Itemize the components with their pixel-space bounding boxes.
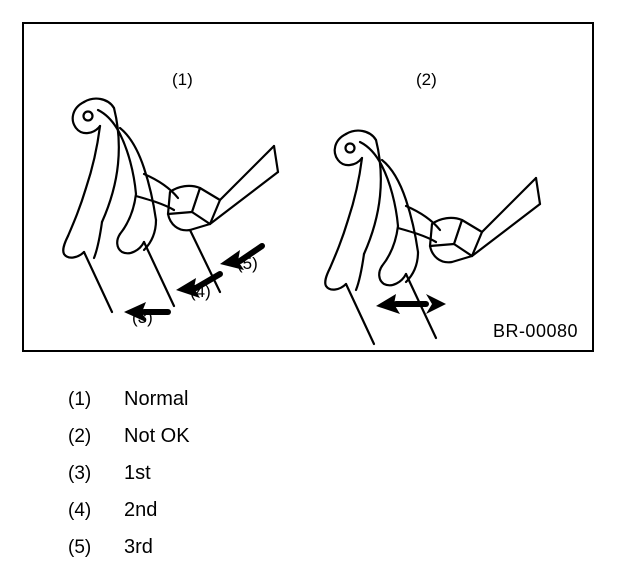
- legend-key: (2): [68, 426, 92, 447]
- left-pedal-assembly: [63, 99, 278, 322]
- callout-label-1: (1): [172, 70, 193, 89]
- legend-value: 3rd: [124, 536, 153, 558]
- callout-label-3: (3): [132, 308, 153, 327]
- legend-value: Normal: [124, 388, 189, 410]
- legend-item: [68, 499, 468, 536]
- legend-key: (4): [68, 500, 92, 521]
- brake-pedal-diagram: [24, 24, 592, 350]
- figure-code: BR-00080: [492, 321, 578, 341]
- legend-key: (1): [68, 389, 92, 410]
- legend-value: Not OK: [124, 425, 190, 447]
- legend-value: 2nd: [124, 499, 158, 521]
- legend-value: 1st: [124, 462, 151, 484]
- right-pedal-assembly: [325, 131, 540, 344]
- legend-key: (3): [68, 463, 92, 484]
- legend-item: [68, 462, 468, 499]
- legend-item: [68, 388, 468, 425]
- figure-panel: [22, 22, 594, 352]
- legend-item: [68, 536, 468, 573]
- legend-item: [68, 425, 468, 462]
- callout-label-5: (5): [237, 254, 258, 273]
- legend-list: [68, 388, 468, 573]
- legend-key: (5): [68, 537, 92, 558]
- callout-label-4: (4): [190, 282, 211, 301]
- callout-label-2: (2): [416, 70, 437, 89]
